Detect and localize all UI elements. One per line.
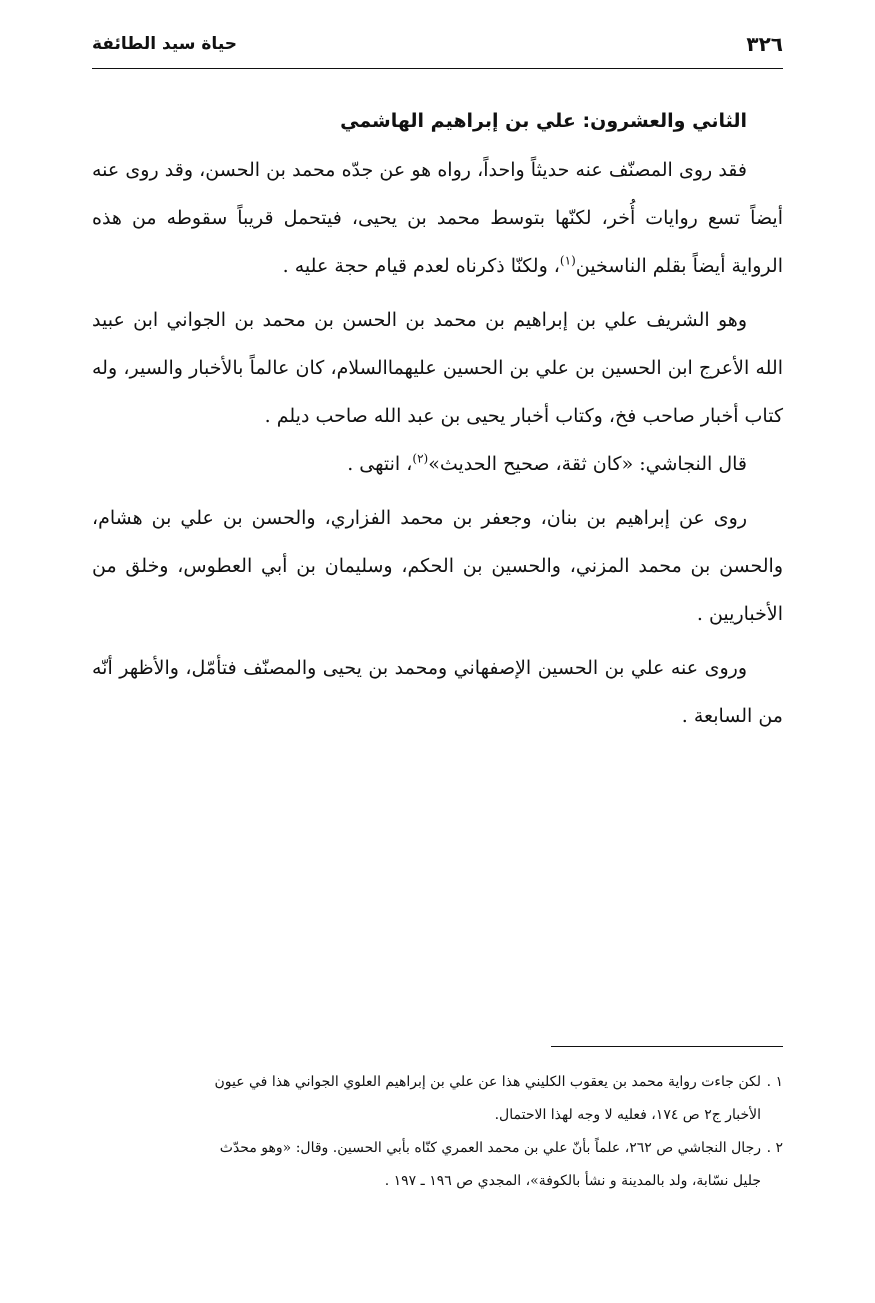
footnote-separator (551, 1046, 783, 1047)
footnote-2-number: ٢ . (766, 1140, 783, 1156)
paragraph-3-text: قال النجاشي: «كان ثقة، صحيح الحديث» (428, 453, 747, 475)
footnote-1-line-1: لكن جاءت رواية محمد بن يعقوب الكليني هذا عن علي بن إبراهيم العلوي الجواني هذا في عيون (214, 1074, 761, 1090)
footnote-1-number: ١ . (766, 1074, 783, 1090)
paragraph-5: وروى عنه علي بن الحسين الإصفهاني ومحمد بن يحيى والمصنّف فتأمّل، والأظهر أنّه من السابعة . (92, 657, 783, 727)
main-text (92, 100, 783, 740)
header-rule (92, 68, 783, 69)
footnote-ref-2[interactable]: (٢) (412, 451, 429, 466)
footnote-1-line-2: الأخبار ج٢ ص ١٧٤، فعليه لا وجه لهذا الاحتمال. (494, 1107, 761, 1123)
paragraph-1-text-end: ، ولكنّا ذكرناه لعدم قيام حجة عليه . (282, 255, 560, 277)
paragraph-1 (92, 146, 783, 290)
paragraph-4: روى عن إبراهيم بن بنان، وجعفر بن محمد الفزاري، والحسن بن علي بن هشام، والحسن بن محمد المزني، والحسين بن الحكم، وسليمان بن أبي العطوس، وخلق من الأخباريين . (92, 507, 783, 625)
section-heading: الثاني والعشرون: علي بن إبراهيم الهاشمي (340, 110, 747, 132)
paragraph-3 (92, 440, 783, 488)
footnote-2-line-2: جليل نسّابة، ولد بالمدينة و نشأ بالكوفة»، المجدي ص ١٩٦ ـ ١٩٧ . (384, 1173, 761, 1189)
footnote-2 (92, 1132, 783, 1198)
page-header (92, 28, 783, 64)
paragraph-1-text: فقد روى المصنّف عنه حديثاً واحداً، رواه هو عن جدّه محمد بن الحسن، وقد روى عنه أيضاً تسع روايات أُخر، لكنّها بتوسط محمد بن يحيى، فيتحمل قريباً سقوطه من هذه الرواية أيضاً بقلم الناسخين (92, 159, 783, 277)
footnote-2-line-1: رجال النجاشي ص ٢٦٢، علماً بأنّ علي بن محمد العمري كنّاه بأبي الحسين. وقال: «وهو محدّث (219, 1140, 761, 1156)
paragraph-2: وهو الشريف علي بن إبراهيم بن محمد بن الحسن بن محمد بن الجواني ابن عبيد الله الأعرج ابن الحسين بن علي بن الحسين عليهماالسلام، كان عالماً بالأخبار والسير، وله كتاب أخبار صاحب فخ، وكتاب أخبار يحيى بن عبد الله صاحب ديلم . (92, 309, 783, 427)
footnote-ref-1[interactable]: (١) (559, 253, 576, 268)
page-number: ٣٢٦ (746, 32, 783, 56)
footnotes (92, 1066, 783, 1198)
footnote-1 (92, 1066, 783, 1132)
running-title: حياة سيد الطائفة (92, 34, 238, 54)
paragraph-3-text-end: ، انتهى . (347, 453, 413, 475)
